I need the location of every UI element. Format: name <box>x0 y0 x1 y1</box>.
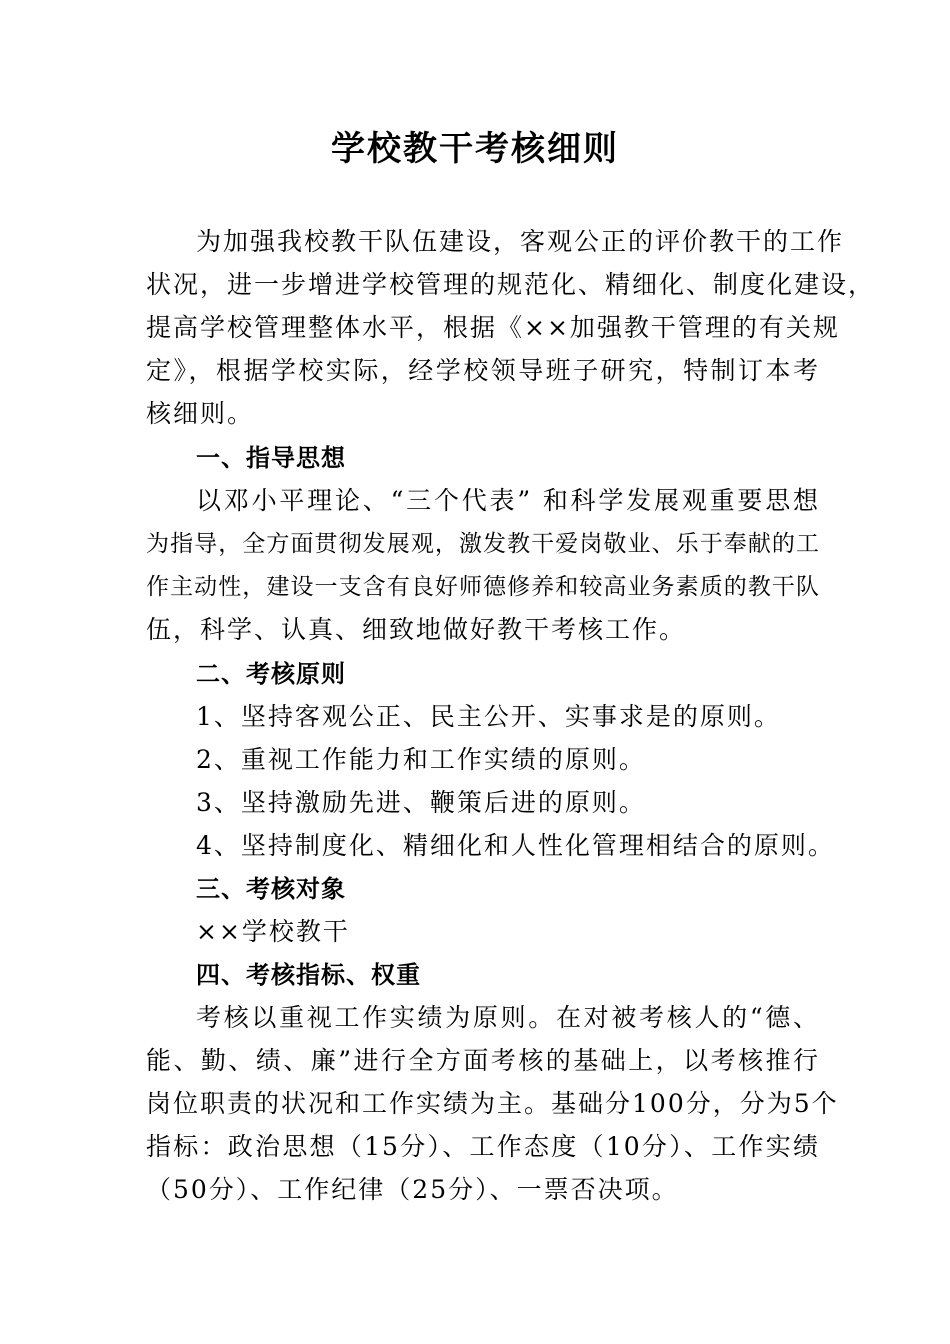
section1-line: 作主动性，建设一支含有良好师德修养和较高业务素质的教干队 <box>146 574 820 600</box>
intro-line: 定》，根据学校实际，经学校领导班子研究，特制订本考 <box>146 356 820 385</box>
principle-item: 3、坚持激励先进、鞭策后进的原则。 <box>196 788 646 817</box>
intro-line: 状况，进一步增进学校管理的规范化、精细化、制度化建设， <box>146 270 876 299</box>
intro-line: 核细则。 <box>146 399 255 428</box>
section1-line: 伍，科学、认真、细致地做好教干考核工作。 <box>146 615 687 644</box>
section-heading-guiding-thought: 一、指导思想 <box>196 444 346 472</box>
section1-line: 以邓小平理论、“三个代表” 和科学发展观重要思想 <box>196 486 820 515</box>
section4-line: （50分）、工作纪律（25分）、一票否决项。 <box>146 1175 679 1204</box>
section1-line: 为指导，全方面贯彻发展观，激发教干爱岗敬业、乐于奉献的工 <box>146 531 820 557</box>
intro-line: 提高学校管理整体水平，根据《××加强教干管理的有关规 <box>146 313 840 342</box>
section4-line: 岗位职责的状况和工作实绩为主。基础分100分，分为5个 <box>146 1089 839 1118</box>
section3-text: ××学校教干 <box>196 917 350 946</box>
document-title: 学校教干考核细则 <box>331 129 619 169</box>
principle-item: 4、坚持制度化、精细化和人性化管理相结合的原则。 <box>196 831 835 860</box>
section-heading-principles: 二、考核原则 <box>196 660 346 688</box>
section4-line: 指标：政治思想（15分）、工作态度（10分）、工作实绩 <box>146 1132 820 1161</box>
principle-item: 1、坚持客观公正、民主公开、实事求是的原则。 <box>196 702 781 731</box>
section-heading-targets: 三、考核对象 <box>196 875 346 903</box>
section-heading-indicators: 四、考核指标、权重 <box>196 961 421 989</box>
principle-item: 2、重视工作能力和工作实绩的原则。 <box>196 745 646 774</box>
section4-line: 考核以重视工作实绩为原则。在对被考核人的“德、 <box>196 1003 820 1032</box>
section4-line: 能、勤、绩、廉”进行全方面考核的基础上，以考核推行 <box>146 1046 820 1075</box>
intro-line: 为加强我校教干队伍建设，客观公正的评价教干的工作 <box>196 227 845 256</box>
